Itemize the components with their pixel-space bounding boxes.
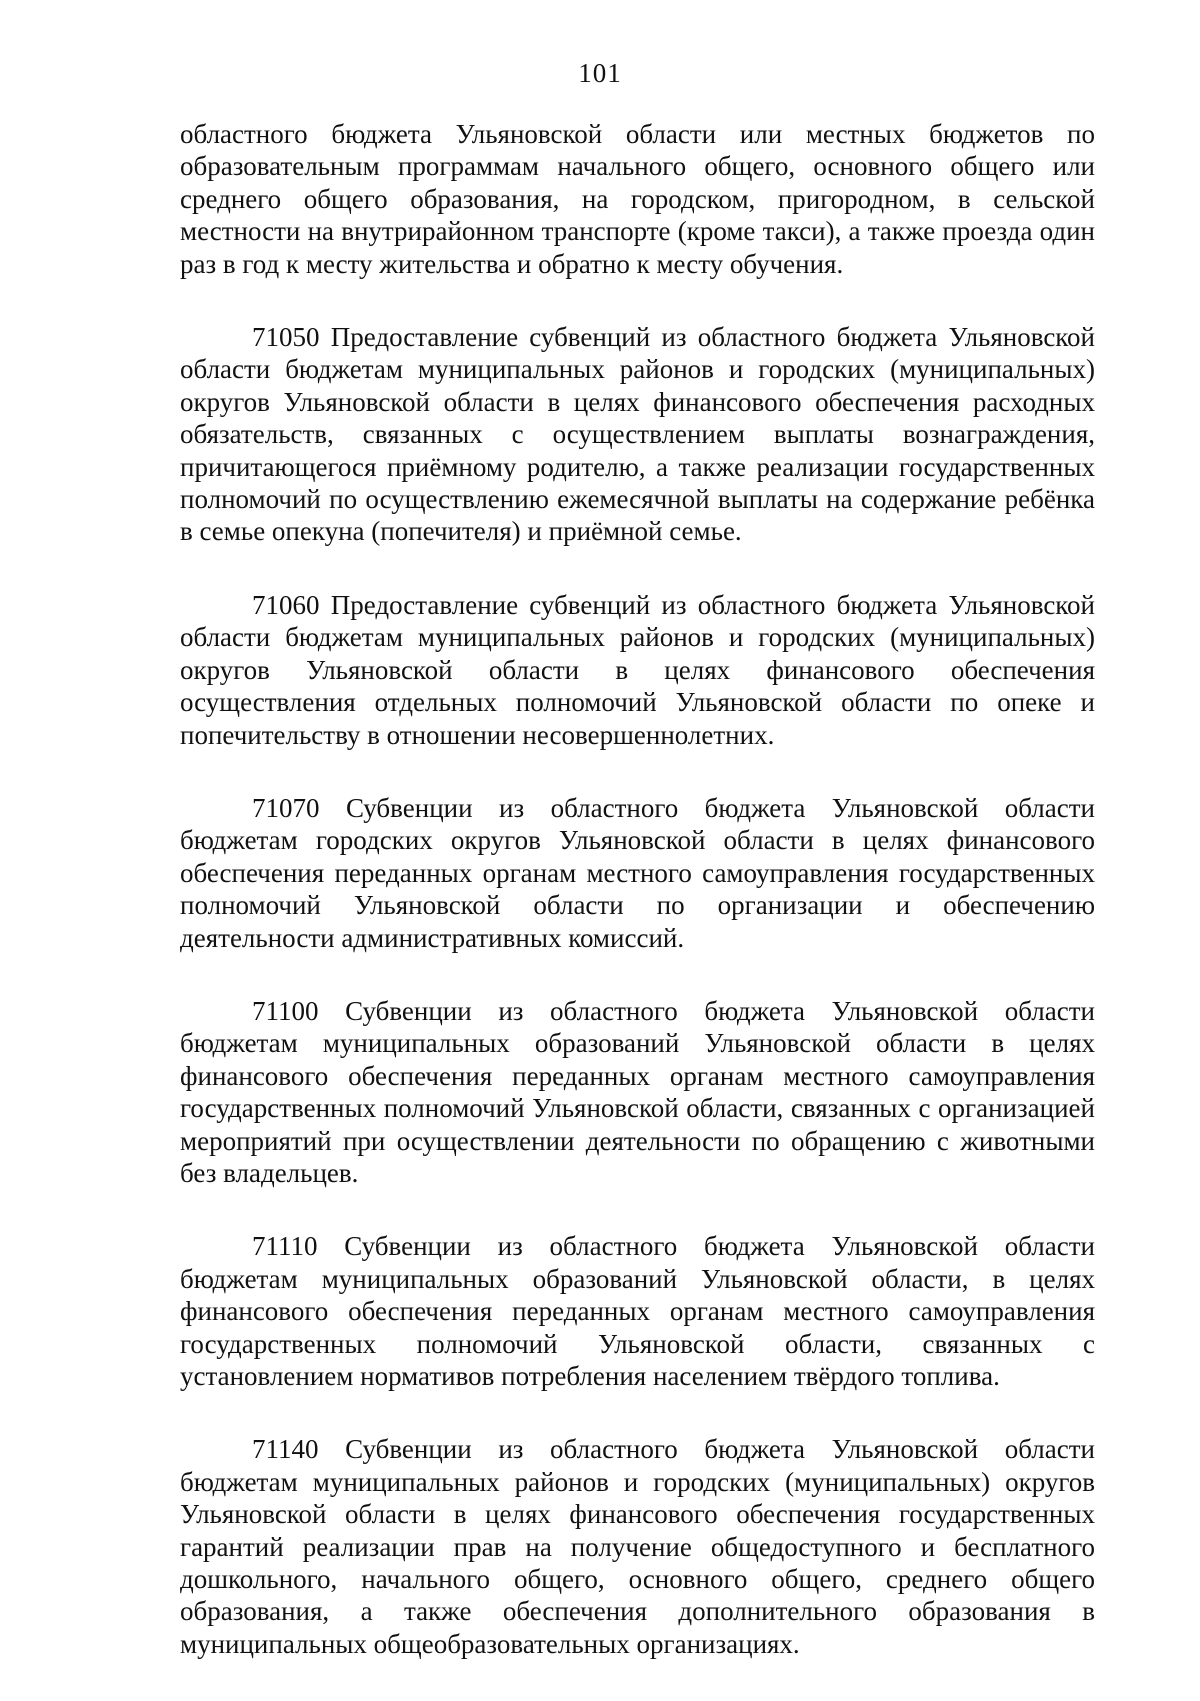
paragraph-continuation: областного бюджета Ульяновской области или местных бюджетов по образовательным программам начального общего, основного общего или среднего общего образования, на городском, пригородном, в сельской местности на внутрирайонном транспорте (кроме такси), а также проезда один раз в год к месту жительства и обратно к месту обучения. [180, 119, 1095, 279]
page-number: 101 [578, 58, 622, 88]
paragraph-71060: 71060 Предоставление субвенций из областного бюджета Ульяновской области бюджетам муниципальных районов и городских (муниципальных) округов Ульяновской области в целях финансового обеспечения осуществления отдельных полномочий Ульяновской области по опеке и попечительству в отношении несовершеннолетних. [180, 589, 1095, 750]
paragraph-71100: 71100 Субвенции из областного бюджета Ульяновской области бюджетам муниципальных образований Ульяновской области в целях финансового обеспечения переданных органам местного самоуправления государственных полномочий Ульяновской области, связанных с организацией мероприятий при осуществлении деятельности по обращению с животными без владельцев. [180, 995, 1095, 1188]
paragraph-71110: 71110 Субвенции из областного бюджета Ульяновской области бюджетам муниципальных образований Ульяновской области, в целях финансового обеспечения переданных органам местного самоуправления государственных полномочий Ульяновской области, связанных с установлением нормативов потребления населением твёрдого топлива. [180, 1231, 1095, 1391]
paragraph-71070: 71070 Субвенции из областного бюджета Ульяновской области бюджетам городских округов Ульяновской области в целях финансового обеспечения переданных органам местного самоуправления государственных полномочий Ульяновской области по организации и обеспечению деятельности административных комиссий. [180, 792, 1095, 953]
paragraph-71140: 71140 Субвенции из областного бюджета Ульяновской области бюджетам муниципальных районов и городских (муниципальных) округов Ульяновской области в целях финансового обеспечения государственных гарантий реализации прав на получение общедоступного и бесплатного дошкольного, начального общего, основного общего, среднего общего образования, а также обеспечения дополнительного образования в муниципальных общеобразовательных организациях. [180, 1434, 1095, 1659]
document-body [180, 118, 1095, 1701]
paragraph-71050: 71050 Предоставление субвенций из областного бюджета Ульяновской области бюджетам муниципальных районов и городских (муниципальных) округов Ульяновской области в целях финансового обеспечения расходных обязательств, связанных с осуществлением выплаты вознаграждения, причитающегося приёмному родителю, а также реализации государственных полномочий по осуществлению ежемесячной выплаты на содержание ребёнка в семье опекуна (попечителя) и приёмной семье. [180, 322, 1095, 547]
